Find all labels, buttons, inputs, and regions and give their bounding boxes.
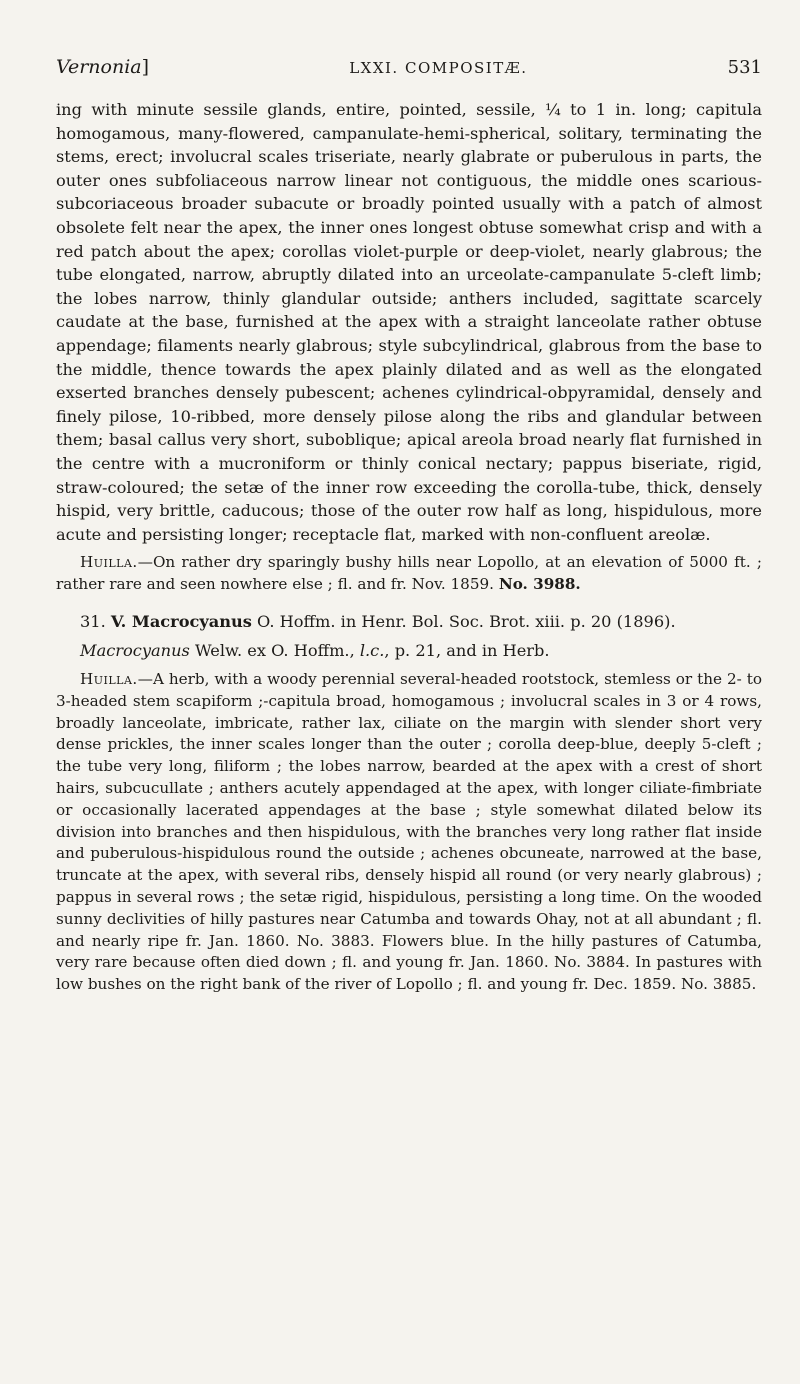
synonym-line: Macrocyanus Welw. ex O. Hoffm., l.c., p. 21, and in Herb. [80, 641, 550, 661]
page-text [56, 98, 762, 996]
locality-paragraph-1: Huilla.—On rather dry sparingly bushy hills near Lopollo, at an elevation of 5000 ft. ; rather rare and seen nowhere else ; fl. and fr. Nov. 1859. No. 3988. [56, 553, 762, 594]
family-header: LXXI. COMPOSITÆ. [349, 59, 528, 77]
species-heading: 31. V. Macrocyanus O. Hoffm. in Henr. Bol. Soc. Brot. xiii. p. 20 (1896). [80, 611, 676, 631]
species-name: V. Macrocyanus [110, 611, 252, 631]
region-label: Huilla. [80, 670, 138, 689]
description-paragraph: ing with minute sessile glands, entire, pointed, sessile, ¼ to 1 in. long; capitula homogamous, many-flowered, campanulate-hemi-spherical, solitary, terminating the stems, erect; involucral scales triseriate, nearly glabrate or puberulous in parts, the outer ones subfoliaceous narrow linear not contiguous, the middle ones scarious-subcoriaceous broader subacute or broadly pointed usually with a patch of almost obsolete felt near the apex, the inner ones longest obtuse somewhat crisp and with a red patch about the apex; corollas violet-purple or deep-violet, nearly glabrous; the tube elongated, narrow, abruptly dilated into an urceolate-campanulate 5-cleft limb; the lobes narrow, thinly glandular outside; anthers included, sagittate scarcely caudate at the base, furnished at the apex with a straight lanceolate rather obtuse appendage; filaments nearly glabrous; style subcylindrical, glabrous from the base to the middle, thence towards the apex plainly dilated and as well as the elongated exserted branches densely pubescent; achenes cylindrical-obpyramidal, densely and finely pilose, 10-ribbed, more densely pilose along the ribs and glandular between them; basal callus very short, suboblique; apical areola broad nearly flat furnished in the centre with a mucroniform or thinly conical nectary; pappus biseriate, rigid, straw-coloured; the setæ of the inner row exceeding the corolla-tube, thick, densely hispid, very brittle, caducous; those of the outer row half as long, hispidulous, more acute and persisting longer; receptacle flat, marked with non-confluent areolæ. [56, 100, 762, 544]
genus-header: Vernonia] [56, 56, 150, 78]
locality-paragraph-2: Huilla.—A herb, with a woody perennial several-headed rootstock, stemless or the 2- to 3-headed stem scapiform ;-capitula broad, homogamous ; involucral scales in 3 or 4 rows, broadly lanceolate, imbricate, rather lax, ciliate on the margin with slender short very dense prickles, the inner scales longer than the outer ; corolla deep-blue, deeply 5-cleft ; the tube very long, filiform ; the lobes narrow, bearded at the apex with a crest of short hairs, subcucullate ; anthers acutely appendaged at the apex, with longer ciliate-fimbriate or occasionally lacerated appendages at the base ; style somewhat dilated below its division into branches and then hispidulous, with the branches very long rather flat inside and puberulous-hispidulous round the outside ; achenes obcuneate, narrowed at the base, truncate at the apex, with several ribs, densely hispid all round (or very nearly glabrous) ; pappus in several rows ; the setæ rigid, hispidulous, persisting a long time. On the wooded sunny declivities of hilly pastures near Catumba and towards Ohay, not at all abundant ; fl. and nearly ripe fr. Jan. 1860. No. 3883. Flowers blue. In the hilly pastures of Catumba, very rare because often died down ; fl. and young fr. Jan. 1860. No. 3884. In pastures with low bushes on the right bank of the river of Lopollo ; fl. and young fr. Dec. 1859. No. 3885. [56, 670, 762, 994]
region-label: Huilla. [80, 553, 138, 572]
specimen-number: No. 3988. [498, 575, 581, 594]
page-number: 531 [727, 57, 762, 78]
running-head [56, 56, 762, 84]
